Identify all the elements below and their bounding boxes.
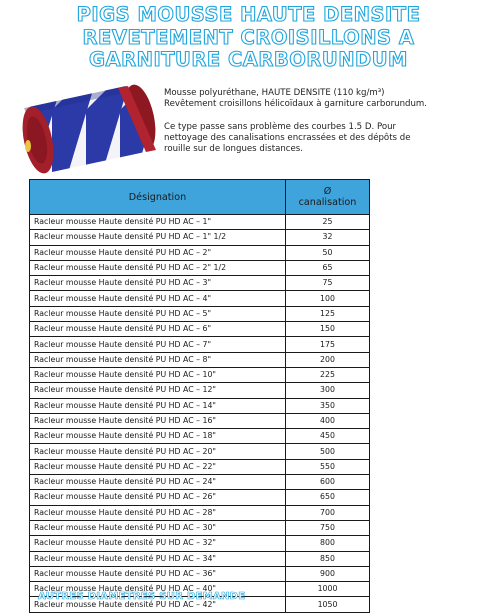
table-row xyxy=(30,260,370,275)
diameter-cell: 50 xyxy=(286,245,370,260)
diameter-cell: 850 xyxy=(286,551,370,566)
table-body xyxy=(30,215,370,613)
table-row xyxy=(30,306,370,321)
designation-cell: Racleur mousse Haute densité PU HD AC – 18" xyxy=(30,429,286,444)
diameter-cell: 500 xyxy=(286,444,370,459)
foam-pig-image xyxy=(8,80,158,178)
description-paragraph-2 xyxy=(164,122,490,156)
table-row xyxy=(30,276,370,291)
diameter-cell: 600 xyxy=(286,475,370,490)
table-row xyxy=(30,291,370,306)
diameter-cell: 150 xyxy=(286,322,370,337)
diameter-cell: 65 xyxy=(286,260,370,275)
diameter-cell: 450 xyxy=(286,429,370,444)
description-line-1: Mousse polyuréthane, HAUTE DENSITE (110 kg/m³) xyxy=(164,88,385,98)
specification-table xyxy=(29,179,370,613)
product-description xyxy=(164,88,490,155)
table-row xyxy=(30,367,370,382)
table-row xyxy=(30,352,370,367)
table-row xyxy=(30,383,370,398)
table-row xyxy=(30,322,370,337)
table-row xyxy=(30,413,370,428)
designation-cell: Racleur mousse Haute densité PU HD AC – 24" xyxy=(30,475,286,490)
diameter-cell: 225 xyxy=(286,367,370,382)
description-line-4: nettoyage des canalisations encrassées et des dépôts de xyxy=(164,132,411,143)
designation-cell: Racleur mousse Haute densité PU HD AC – 36" xyxy=(30,566,286,581)
designation-cell: Racleur mousse Haute densité PU HD AC – 2" 1/2 xyxy=(30,260,286,275)
table-row xyxy=(30,398,370,413)
diameter-cell: 550 xyxy=(286,459,370,474)
designation-cell: Racleur mousse Haute densité PU HD AC – 5" xyxy=(30,306,286,321)
pig-front-highlight xyxy=(25,140,31,152)
table-row xyxy=(30,215,370,230)
title-line-2: REVETEMENT CROISILLONS A xyxy=(82,25,415,49)
diameter-symbol: Ø xyxy=(323,186,332,197)
diameter-cell: 32 xyxy=(286,230,370,245)
designation-cell: Racleur mousse Haute densité PU HD AC – 20" xyxy=(30,444,286,459)
table-row xyxy=(30,245,370,260)
diameter-cell: 125 xyxy=(286,306,370,321)
designation-cell: Racleur mousse Haute densité PU HD AC – 3" xyxy=(30,276,286,291)
table-row xyxy=(30,230,370,245)
table-row xyxy=(30,475,370,490)
designation-cell: Racleur mousse Haute densité PU HD AC – 34" xyxy=(30,551,286,566)
header-designation: Désignation xyxy=(30,180,286,215)
diameter-cell: 100 xyxy=(286,291,370,306)
diameter-cell: 700 xyxy=(286,505,370,520)
designation-cell: Racleur mousse Haute densité PU HD AC – 32" xyxy=(30,536,286,551)
designation-cell: Racleur mousse Haute densité PU HD AC – 28" xyxy=(30,505,286,520)
table-row xyxy=(30,536,370,551)
diameter-cell: 650 xyxy=(286,490,370,505)
designation-cell: Racleur mousse Haute densité PU HD AC – 30" xyxy=(30,520,286,535)
designation-cell: Racleur mousse Haute densité PU HD AC – 16" xyxy=(30,413,286,428)
diameter-cell: 1000 xyxy=(286,582,370,597)
diameter-cell: 175 xyxy=(286,337,370,352)
table-row xyxy=(30,551,370,566)
designation-cell: Racleur mousse Haute densité PU HD AC – 1" 1/2 xyxy=(30,230,286,245)
diameter-cell: 75 xyxy=(286,276,370,291)
diameter-label: canalisation xyxy=(298,197,357,208)
designation-cell: Racleur mousse Haute densité PU HD AC – 26" xyxy=(30,490,286,505)
designation-cell: Racleur mousse Haute densité PU HD AC – 40" xyxy=(30,582,286,597)
designation-cell: Racleur mousse Haute densité PU HD AC – 2" xyxy=(30,245,286,260)
diameter-cell: 350 xyxy=(286,398,370,413)
designation-cell: Racleur mousse Haute densité PU HD AC – 8" xyxy=(30,352,286,367)
table-row xyxy=(30,459,370,474)
header-diameter xyxy=(286,180,370,215)
page-title xyxy=(0,4,497,72)
designation-cell: Racleur mousse Haute densité PU HD AC – 1" xyxy=(30,215,286,230)
title-line-3: GARNITURE CARBORUNDUM xyxy=(89,48,408,71)
description-line-5: rouille sur de longues distances. xyxy=(164,144,304,155)
diameter-cell: 750 xyxy=(286,520,370,535)
description-line-2: Revêtement croisillons hélicoïdaux à garniture carborundum. xyxy=(164,99,428,110)
table-row xyxy=(30,429,370,444)
table-row xyxy=(30,566,370,581)
diameter-cell: 1050 xyxy=(286,597,370,612)
footer-note: AUTRES DIAMETRES SUR DEMANDE xyxy=(38,591,246,602)
diameter-cell: 400 xyxy=(286,413,370,428)
description-line-3: Ce type passe sans problème des courbes 1.5 D. Pour xyxy=(164,121,397,132)
diameter-cell: 300 xyxy=(286,383,370,398)
table-row xyxy=(30,444,370,459)
designation-cell: Racleur mousse Haute densité PU HD AC – 7" xyxy=(30,337,286,352)
table-header-row xyxy=(30,180,370,215)
designation-cell: Racleur mousse Haute densité PU HD AC – 6" xyxy=(30,322,286,337)
table-row xyxy=(30,337,370,352)
designation-cell: Racleur mousse Haute densité PU HD AC – 14" xyxy=(30,398,286,413)
table-row xyxy=(30,490,370,505)
diameter-cell: 800 xyxy=(286,536,370,551)
table-row xyxy=(30,505,370,520)
title-line-1: PIGS MOUSSE HAUTE DENSITE xyxy=(76,3,421,26)
diameter-cell: 25 xyxy=(286,215,370,230)
designation-cell: Racleur mousse Haute densité PU HD AC – 10" xyxy=(30,367,286,382)
description-paragraph-1 xyxy=(164,88,490,111)
designation-cell: Racleur mousse Haute densité PU HD AC – 4" xyxy=(30,291,286,306)
designation-cell: Racleur mousse Haute densité PU HD AC – 12" xyxy=(30,383,286,398)
designation-cell: Racleur mousse Haute densité PU HD AC – 22" xyxy=(30,459,286,474)
designation-cell: Racleur mousse Haute densité PU HD AC – 42" xyxy=(30,597,286,612)
table-row xyxy=(30,520,370,535)
diameter-cell: 900 xyxy=(286,566,370,581)
diameter-cell: 200 xyxy=(286,352,370,367)
